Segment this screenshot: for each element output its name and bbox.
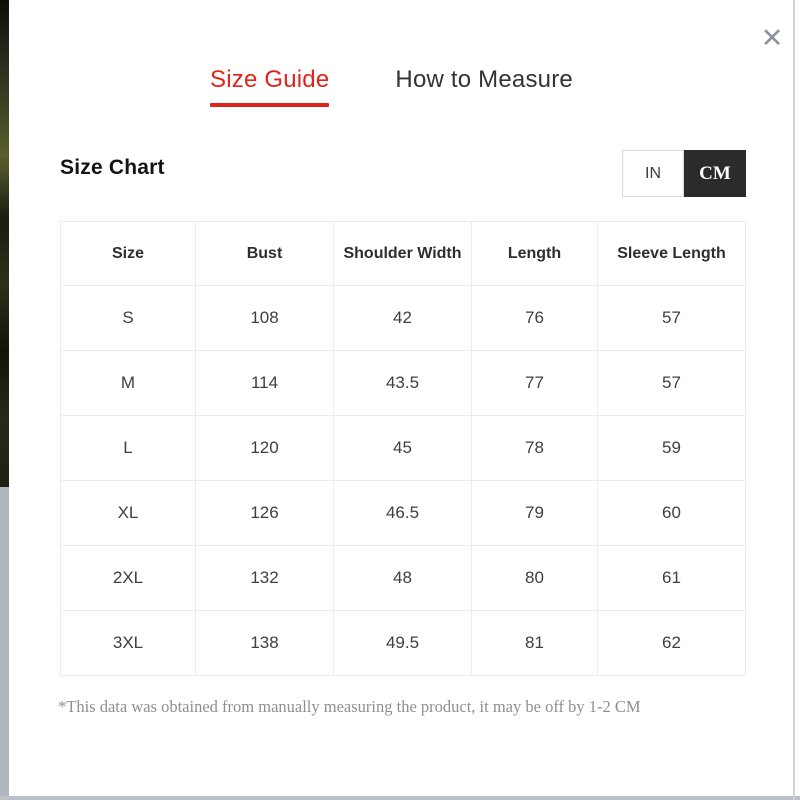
length-cell: 80 [472, 546, 598, 611]
size-cell: 2XL [61, 546, 196, 611]
table-row [61, 286, 746, 351]
sleeve-cell: 61 [598, 546, 746, 611]
tab-how-to-measure-label: How to Measure [395, 66, 573, 93]
tab-size-guide-label: Size Guide [210, 66, 330, 93]
table-row [61, 351, 746, 416]
table-row [61, 481, 746, 546]
tab-how-to-measure[interactable] [395, 66, 573, 107]
size-cell: 3XL [61, 611, 196, 676]
table-header-row [61, 222, 746, 286]
bust-cell: 138 [196, 611, 334, 676]
size-chart-heading: Size Chart [60, 156, 165, 179]
length-cell: 78 [472, 416, 598, 481]
background-page-photo-sliver [0, 0, 9, 487]
size-cell: XL [61, 481, 196, 546]
size-cell: M [61, 351, 196, 416]
shoulder-cell: 42 [334, 286, 472, 351]
bust-cell: 120 [196, 416, 334, 481]
col-header-sleeve-length: Sleeve Length [598, 222, 746, 286]
shoulder-cell: 43.5 [334, 351, 472, 416]
shoulder-cell: 48 [334, 546, 472, 611]
size-chart-table [60, 221, 746, 676]
size-cell: L [61, 416, 196, 481]
length-cell: 76 [472, 286, 598, 351]
col-header-length: Length [472, 222, 598, 286]
length-cell: 79 [472, 481, 598, 546]
sleeve-cell: 59 [598, 416, 746, 481]
sleeve-cell: 57 [598, 351, 746, 416]
size-cell: S [61, 286, 196, 351]
tab-size-guide[interactable] [210, 66, 329, 107]
bust-cell: 126 [196, 481, 334, 546]
length-cell: 81 [472, 611, 598, 676]
col-header-bust: Bust [196, 222, 334, 286]
table-row [61, 416, 746, 481]
unit-in-button[interactable]: IN [622, 150, 684, 197]
col-header-size: Size [61, 222, 196, 286]
unit-cm-button[interactable]: CM [684, 150, 746, 197]
background-page-gray-sliver [0, 487, 9, 800]
shoulder-cell: 45 [334, 416, 472, 481]
bust-cell: 132 [196, 546, 334, 611]
shoulder-cell: 49.5 [334, 611, 472, 676]
sleeve-cell: 57 [598, 286, 746, 351]
measurement-disclaimer: *This data was obtained from manually measuring the product, it may be off by 1-2 CM [58, 697, 641, 716]
col-header-shoulder-width: Shoulder Width [334, 222, 472, 286]
table-row [61, 546, 746, 611]
sleeve-cell: 60 [598, 481, 746, 546]
modal-right-edge [793, 0, 795, 800]
active-tab-underline [210, 103, 329, 107]
modal-bottom-edge [0, 796, 800, 800]
table-row [61, 611, 746, 676]
bust-cell: 114 [196, 351, 334, 416]
shoulder-cell: 46.5 [334, 481, 472, 546]
sleeve-cell: 62 [598, 611, 746, 676]
bust-cell: 108 [196, 286, 334, 351]
close-icon[interactable]: ✕ [760, 22, 784, 53]
unit-toggle [622, 150, 746, 197]
length-cell: 77 [472, 351, 598, 416]
tab-bar [210, 66, 573, 107]
